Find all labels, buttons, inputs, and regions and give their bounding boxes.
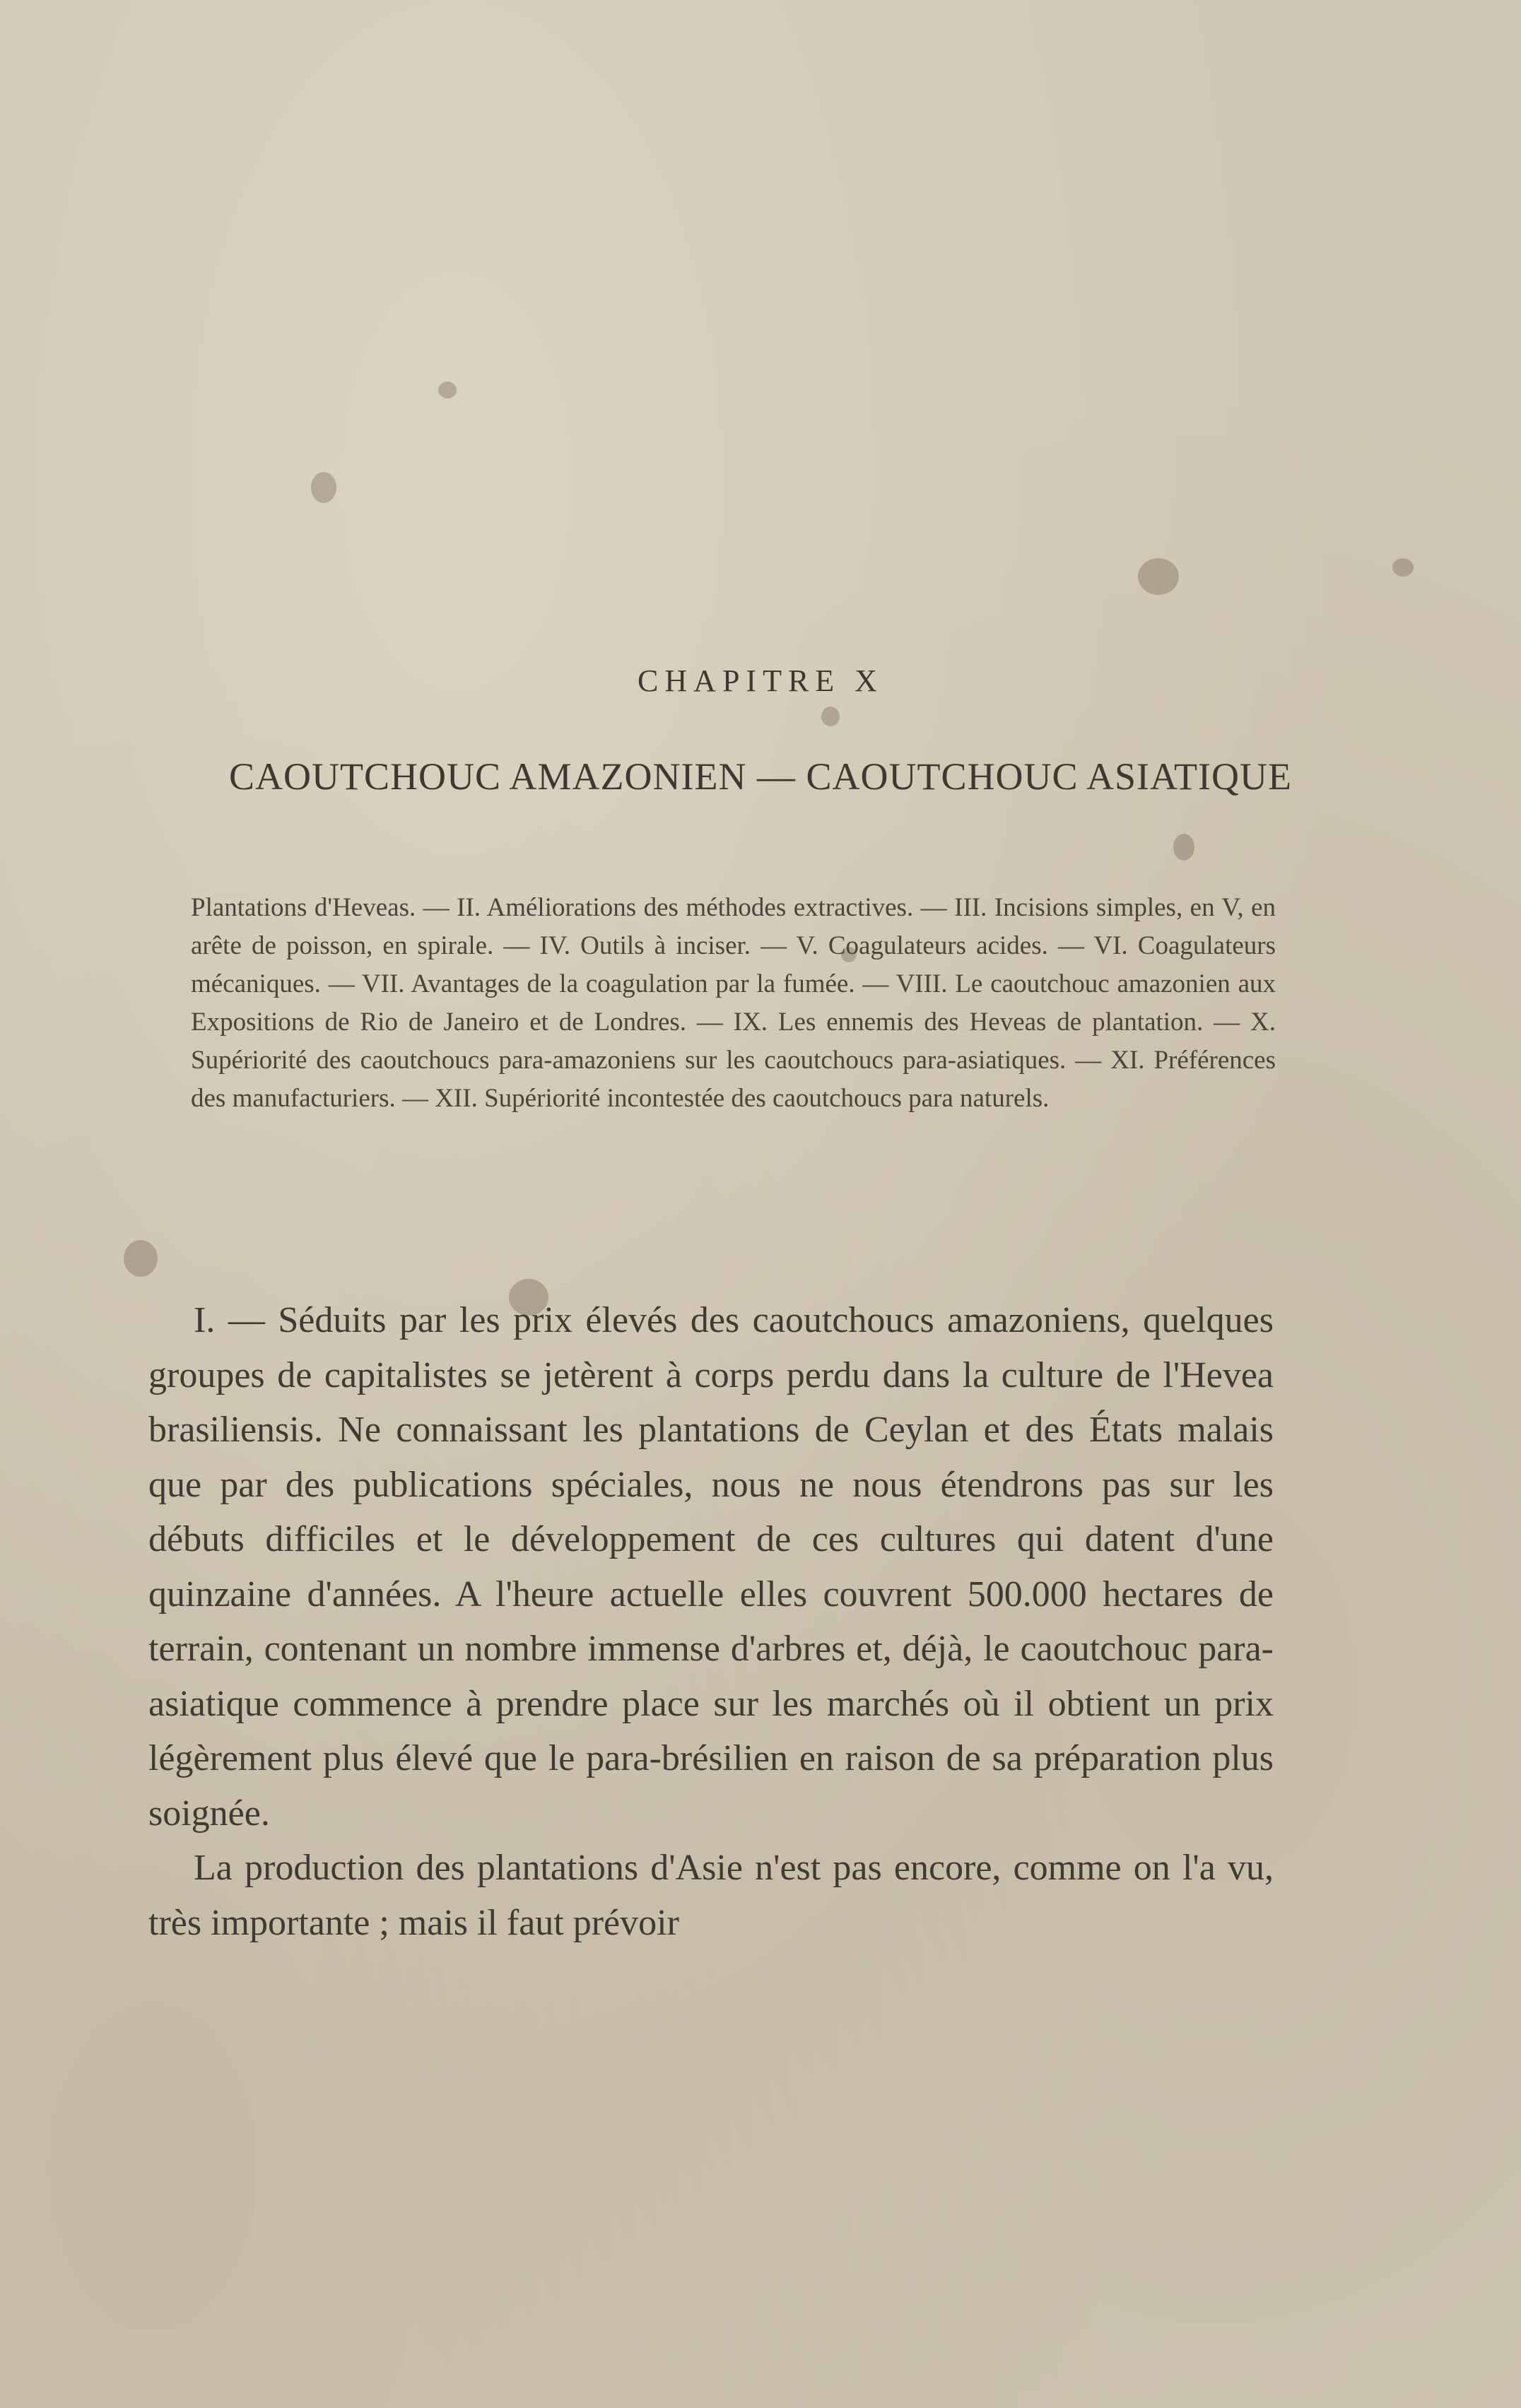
paragraph: La production des plantations d'Asie n'est pas encore, comme on l'a vu, très importante ; mais il faut prévoir xyxy=(148,1848,1274,1943)
body-text xyxy=(148,1293,1274,1950)
chapter-summary: Plantations d'Heveas. — II. Améliorations des méthodes extractives. — III. Incisions simples, en V, en arête de poisson, en spirale. — IV. Outils à inciser. — V. Coagulateurs acides. — VI. Coagulateurs mécaniques. — VII. Avantages de la coagulation par la fumée. — VIII. Le caoutchouc amazonien aux Expositions de Rio de Janeiro et de Londres. — IX. Les ennemis des Heveas de plantation. — X. Supériorité des caoutchoucs para-amazoniens sur les caoutchoucs para-asiatiques. — XI. Préférences des manufacturiers. — XII. Supériorité incontestée des caoutchoucs para naturels. xyxy=(191,893,1276,1113)
paper-stain xyxy=(821,707,840,726)
paper-stain xyxy=(124,1240,158,1277)
chapter-title: CAOUTCHOUC AMAZONIEN — CAOUTCHOUC ASIATIQUE xyxy=(228,755,1292,798)
chapter-label: CHAPITRE X xyxy=(638,663,883,698)
paper-stain xyxy=(1392,558,1414,577)
paper-stain xyxy=(438,382,457,399)
paragraph: I. — Séduits par les prix élevés des caoutchoucs amazoniens, quelques groupes de capitalistes se jetèrent à corps perdu dans la culture de l'Hevea brasiliensis. Ne connaissant les plantations de Ceylan et des États malais que par des publications spéciales, nous ne nous étendrons pas sur les débuts difficiles et le développement de ces cultures qui datent d'une quinzaine d'années. A l'heure actuelle elles couvrent 500.000 hectares de terrain, contenant un nombre immense d'arbres et, déjà, le caoutchouc para-asiatique commence à prendre place sur les marchés où il obtient un prix légèrement plus élevé que le para-brésilien en raison de sa préparation plus soignée. xyxy=(148,1300,1274,1834)
paper-stain xyxy=(311,472,336,503)
paper-stain xyxy=(1173,834,1194,861)
paper-stain xyxy=(1138,558,1179,595)
